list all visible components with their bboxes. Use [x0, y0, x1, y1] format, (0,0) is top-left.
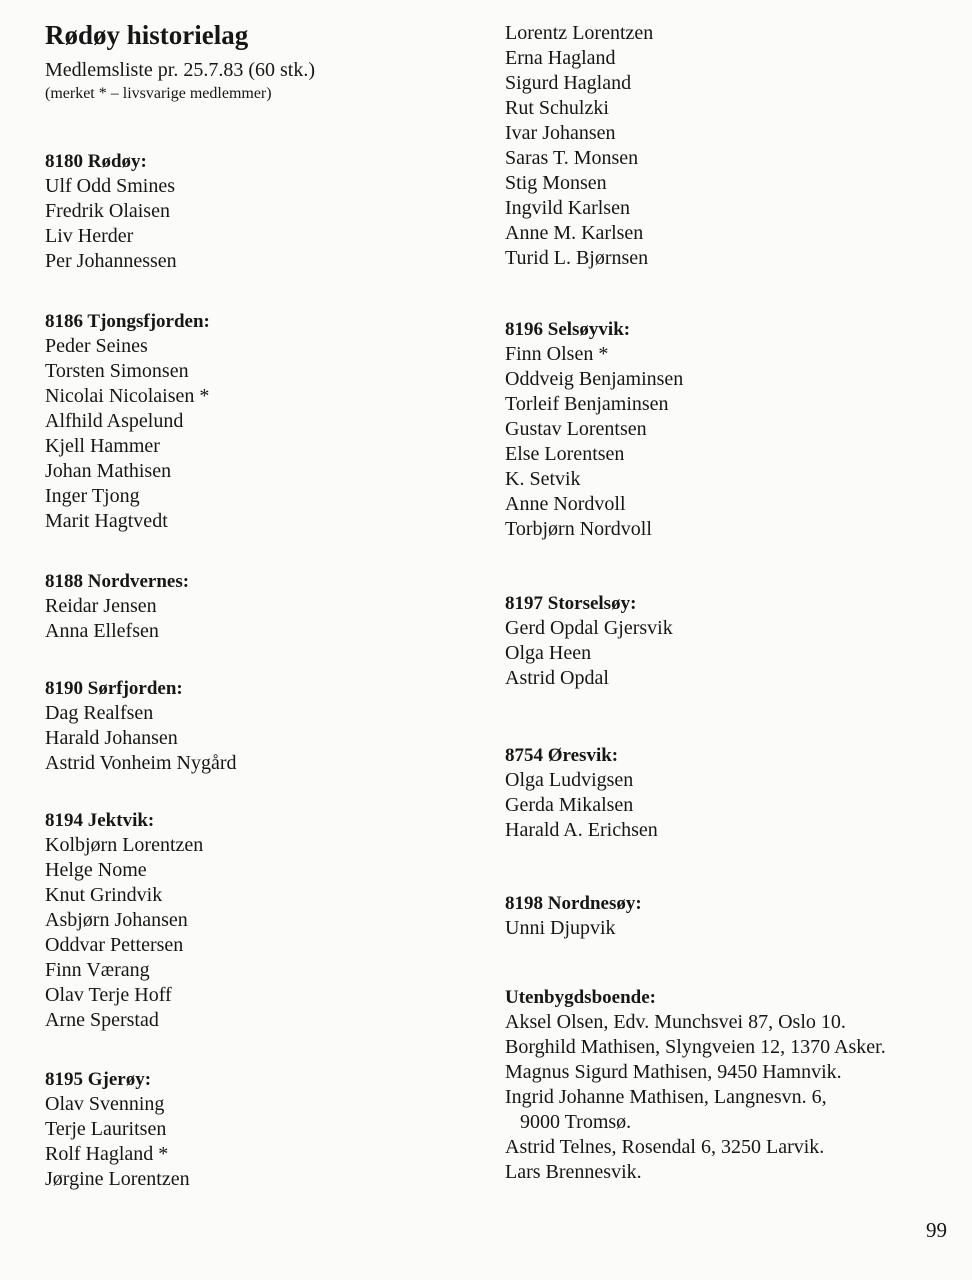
member-name: Anne M. Karlsen: [505, 222, 644, 244]
member-name: Marit Hagtvedt: [45, 510, 168, 532]
member-name: Harald Johansen: [45, 727, 178, 749]
section-gjeroy: [45, 1068, 190, 1192]
section-storselsoy: [505, 592, 673, 691]
postal-area-heading: Utenbygdsboende:: [505, 987, 656, 1008]
member-name: Turid L. Bjørnsen: [505, 247, 649, 269]
postal-area-heading: 8196 Selsøyvik:: [505, 319, 631, 340]
member-name: Johan Mathisen: [45, 460, 172, 482]
member-name: Per Johannessen: [45, 250, 177, 272]
member-name: Alfhild Aspelund: [45, 410, 184, 432]
member-name: Oddveig Benjaminsen: [505, 368, 684, 390]
name-list: [505, 916, 642, 941]
name-list: [505, 21, 653, 271]
name-list: [45, 334, 210, 534]
page-title: Rødøy historielag: [45, 20, 249, 50]
member-name: Oddvar Pettersen: [45, 934, 184, 956]
section-utenbygdsboende: [505, 986, 886, 1185]
postal-area-heading: 8194 Jektvik:: [45, 810, 155, 831]
member-name: Torleif Benjaminsen: [505, 393, 669, 415]
member-name: 9000 Tromsø.: [505, 1111, 632, 1133]
member-name: Unni Djupvik: [505, 917, 616, 939]
member-name: Olav Terje Hoff: [45, 984, 172, 1006]
name-list: [45, 594, 189, 644]
member-name: Arne Sperstad: [45, 1009, 159, 1031]
member-name: Liv Herder: [45, 225, 134, 247]
member-name: Olga Heen: [505, 642, 592, 664]
member-name: Saras T. Monsen: [505, 147, 639, 169]
postal-area-heading: 8180 Rødøy:: [45, 151, 147, 172]
member-name: Astrid Vonheim Nygård: [45, 752, 237, 774]
member-name: Fredrik Olaisen: [45, 200, 170, 222]
member-name: Kjell Hammer: [45, 435, 160, 457]
member-name: Torsten Simonsen: [45, 360, 189, 382]
member-name: Anne Nordvoll: [505, 493, 626, 515]
name-list: [45, 1092, 190, 1192]
member-list-date: Medlemsliste pr. 25.7.83 (60 stk.): [45, 59, 315, 81]
member-name: Gustav Lorentsen: [505, 418, 647, 440]
name-list: [45, 174, 177, 274]
member-name: Ivar Johansen: [505, 122, 616, 144]
member-name: Kolbjørn Lorentzen: [45, 834, 204, 856]
member-name: Olga Ludvigsen: [505, 769, 634, 791]
postal-area-heading: 8198 Nordnesøy:: [505, 893, 642, 914]
member-name: Knut Grindvik: [45, 884, 163, 906]
section-nordvernes: [45, 570, 189, 644]
postal-area-heading: 8197 Storselsøy:: [505, 593, 637, 614]
member-name: Rut Schulzki: [505, 97, 609, 119]
member-name: Jørgine Lorentzen: [45, 1168, 190, 1190]
member-name: Olav Svenning: [45, 1093, 165, 1115]
member-name: Finn Værang: [45, 959, 150, 981]
member-name: Asbjørn Johansen: [45, 909, 188, 931]
member-name: Finn Olsen *: [505, 343, 609, 365]
member-name: Anna Ellefsen: [45, 620, 159, 642]
postal-area-heading: 8754 Øresvik:: [505, 745, 619, 766]
postal-area-heading: 8186 Tjongsfjorden:: [45, 311, 210, 332]
member-name: Lorentz Lorentzen: [505, 22, 654, 44]
section-gjeroy-continued: [505, 21, 653, 271]
member-name: Stig Monsen: [505, 172, 607, 194]
member-name: Lars Brennesvik.: [505, 1161, 642, 1183]
section-nordnesoy: [505, 892, 642, 941]
member-name: Sigurd Hagland: [505, 72, 632, 94]
member-name: Ingvild Karlsen: [505, 197, 630, 219]
lifetime-member-note: (merket * – livsvarige medlemmer): [45, 85, 272, 102]
section-sorfjorden: [45, 677, 236, 776]
member-name: Rolf Hagland *: [45, 1143, 169, 1165]
name-list: [505, 342, 683, 542]
member-name: Astrid Opdal: [505, 667, 609, 689]
member-name: Ulf Odd Smines: [45, 175, 175, 197]
name-list: [505, 768, 658, 843]
member-name: Helge Nome: [45, 859, 147, 881]
member-name: Else Lorentsen: [505, 443, 625, 465]
member-name: Gerda Mikalsen: [505, 794, 634, 816]
member-name: Reidar Jensen: [45, 595, 157, 617]
postal-area-heading: 8195 Gjerøy:: [45, 1069, 152, 1090]
name-list: [505, 616, 673, 691]
section-rodoy: [45, 150, 177, 274]
member-name: Aksel Olsen, Edv. Munchsvei 87, Oslo 10.: [505, 1011, 846, 1033]
postal-area-heading: 8188 Nordvernes:: [45, 571, 190, 592]
name-list: [505, 1010, 886, 1185]
member-name: Nicolai Nicolaisen *: [45, 385, 210, 407]
member-name: Astrid Telnes, Rosendal 6, 3250 Larvik.: [505, 1136, 825, 1158]
name-list: [45, 701, 236, 776]
member-name: Ingrid Johanne Mathisen, Langnesvn. 6,: [505, 1086, 827, 1108]
section-oresvik: [505, 744, 658, 843]
member-name: Inger Tjong: [45, 485, 140, 507]
member-name: Terje Lauritsen: [45, 1118, 167, 1140]
section-tjongsfjorden: [45, 310, 210, 534]
member-name: Erna Hagland: [505, 47, 616, 69]
member-name: Magnus Sigurd Mathisen, 9450 Hamnvik.: [505, 1061, 842, 1083]
page-number: 99: [926, 1218, 947, 1242]
member-name: Peder Seines: [45, 335, 148, 357]
name-list: [45, 833, 203, 1033]
member-name: Harald A. Erichsen: [505, 819, 658, 841]
member-name: Torbjørn Nordvoll: [505, 518, 652, 540]
member-name: Borghild Mathisen, Slyngveien 12, 1370 Asker.: [505, 1036, 886, 1058]
member-name: K. Setvik: [505, 468, 581, 490]
section-jektvik: [45, 809, 203, 1033]
member-name: Dag Realfsen: [45, 702, 154, 724]
member-name: Gerd Opdal Gjersvik: [505, 617, 673, 639]
postal-area-heading: 8190 Sørfjorden:: [45, 678, 183, 699]
section-selsoyvik: [505, 318, 683, 542]
